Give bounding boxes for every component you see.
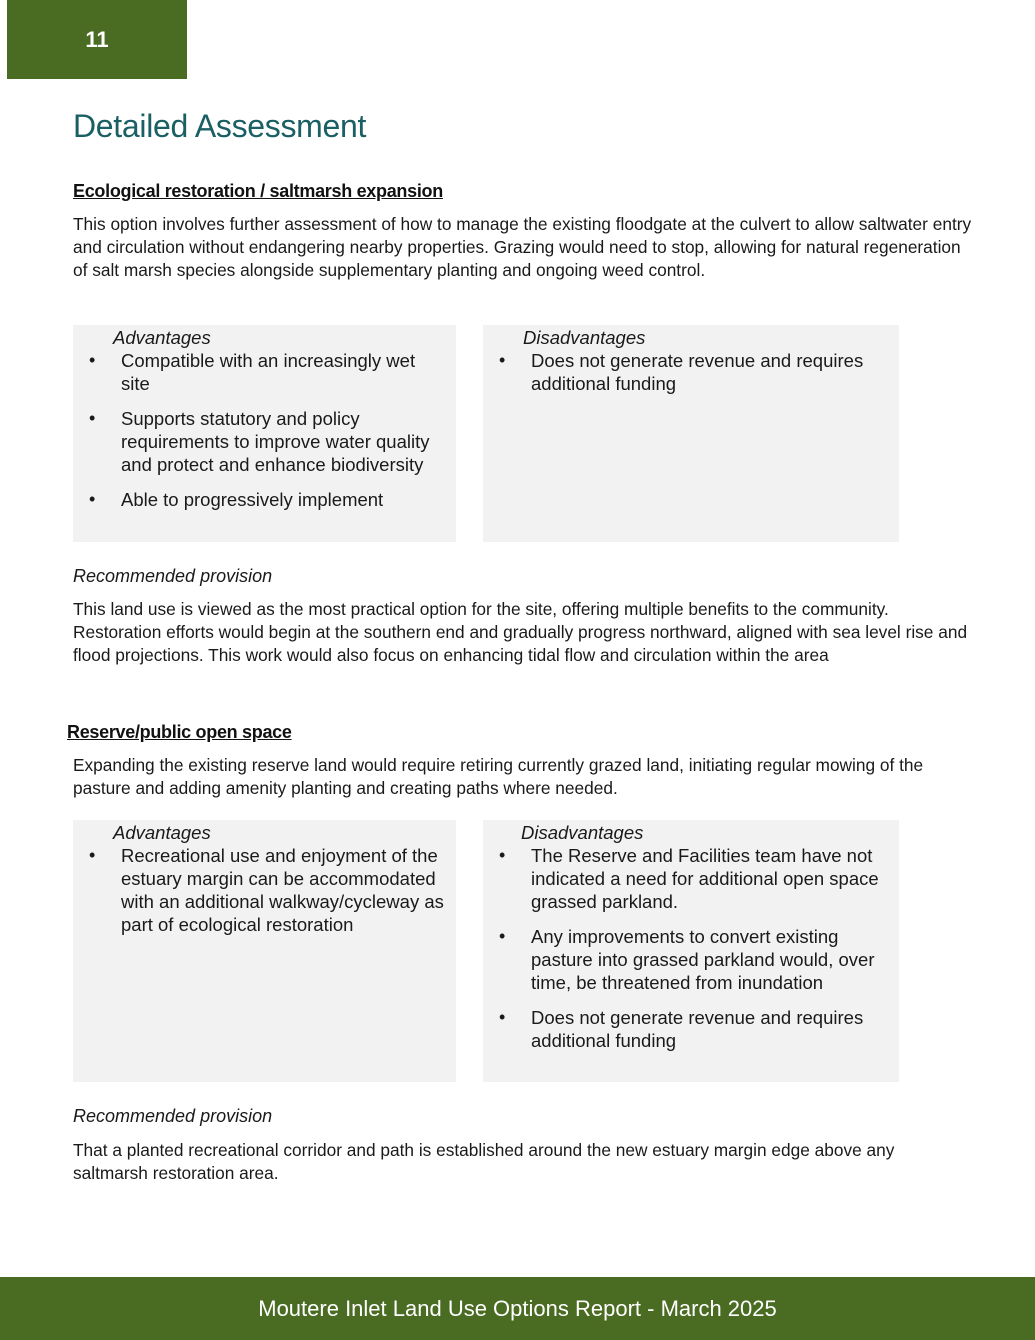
- disadvantages-list: [483, 844, 899, 1064]
- recommended-label-ecological: Recommended provision: [73, 566, 273, 586]
- recommended-text-ecological: This land use is viewed as the most practical option for the site, offering multiple benefits to the community. Restoration efforts would begin at the southern end and gradually progress northward, aligned with sea level rise and flood projections. This work would also focus on enhancing tidal flow and circulation within the area: [73, 599, 968, 665]
- section-heading-ecological: Ecological restoration / saltmarsh expansion: [73, 181, 443, 201]
- list-item: • Does not generate revenue and requires additional funding: [483, 349, 899, 395]
- recommended-text-reserve: That a planted recreational corridor and path is established around the new estuary margin edge above any saltmarsh restoration area.: [73, 1140, 895, 1183]
- disadvantages-box-reserve: [483, 820, 899, 1082]
- disadvantages-list: [483, 349, 899, 407]
- page-number: 11: [85, 26, 109, 52]
- section-intro-reserve: Expanding the existing reserve land would require retiring currently grazed land, initiating regular mowing of the pasture and adding amenity planting and creating paths where needed.: [73, 755, 924, 798]
- list-item: • Supports statutory and policy requirements to improve water quality and protect and enhance biodiversity: [73, 407, 456, 476]
- section-intro-ecological: This option involves further assessment of how to manage the existing floodgate at the culvert to allow saltwater entry and circulation without endangering nearby properties. Grazing would need to stop, allowing for natural regeneration of salt marsh species alongside supplementary planting and ongoing weed control.: [73, 214, 972, 280]
- page-number-badge: [7, 0, 187, 79]
- list-item: • Recreational use and enjoyment of the estuary margin can be accommodated with an additional walkway/cycleway as part of ecological restoration: [73, 844, 456, 936]
- list-item: • The Reserve and Facilities team have not indicated a need for additional open space grassed parkland.: [483, 844, 899, 913]
- recommended-label-reserve: Recommended provision: [73, 1106, 273, 1126]
- advantages-box-reserve: [73, 820, 456, 1082]
- disadvantages-label: Disadvantages: [523, 327, 646, 348]
- disadvantages-box-ecological: [483, 325, 899, 542]
- page-footer: [0, 1277, 1035, 1340]
- advantages-label: Advantages: [113, 327, 211, 348]
- list-item: • Does not generate revenue and requires additional funding: [483, 1006, 899, 1052]
- footer-text: Moutere Inlet Land Use Options Report - March 2025: [258, 1295, 777, 1321]
- disadvantages-label: Disadvantages: [521, 822, 644, 843]
- list-item: • Compatible with an increasingly wet site: [73, 349, 456, 395]
- advantages-list: [73, 349, 456, 523]
- advantages-label: Advantages: [113, 822, 211, 843]
- advantages-list: [73, 844, 456, 948]
- advantages-box-ecological: [73, 325, 456, 542]
- list-item: • Any improvements to convert existing pasture into grassed parkland would, over time, be threatened from inundation: [483, 925, 899, 994]
- section-heading-reserve: Reserve/public open space: [67, 722, 292, 742]
- list-item: • Able to progressively implement: [73, 488, 456, 511]
- page-title: Detailed Assessment: [73, 108, 367, 144]
